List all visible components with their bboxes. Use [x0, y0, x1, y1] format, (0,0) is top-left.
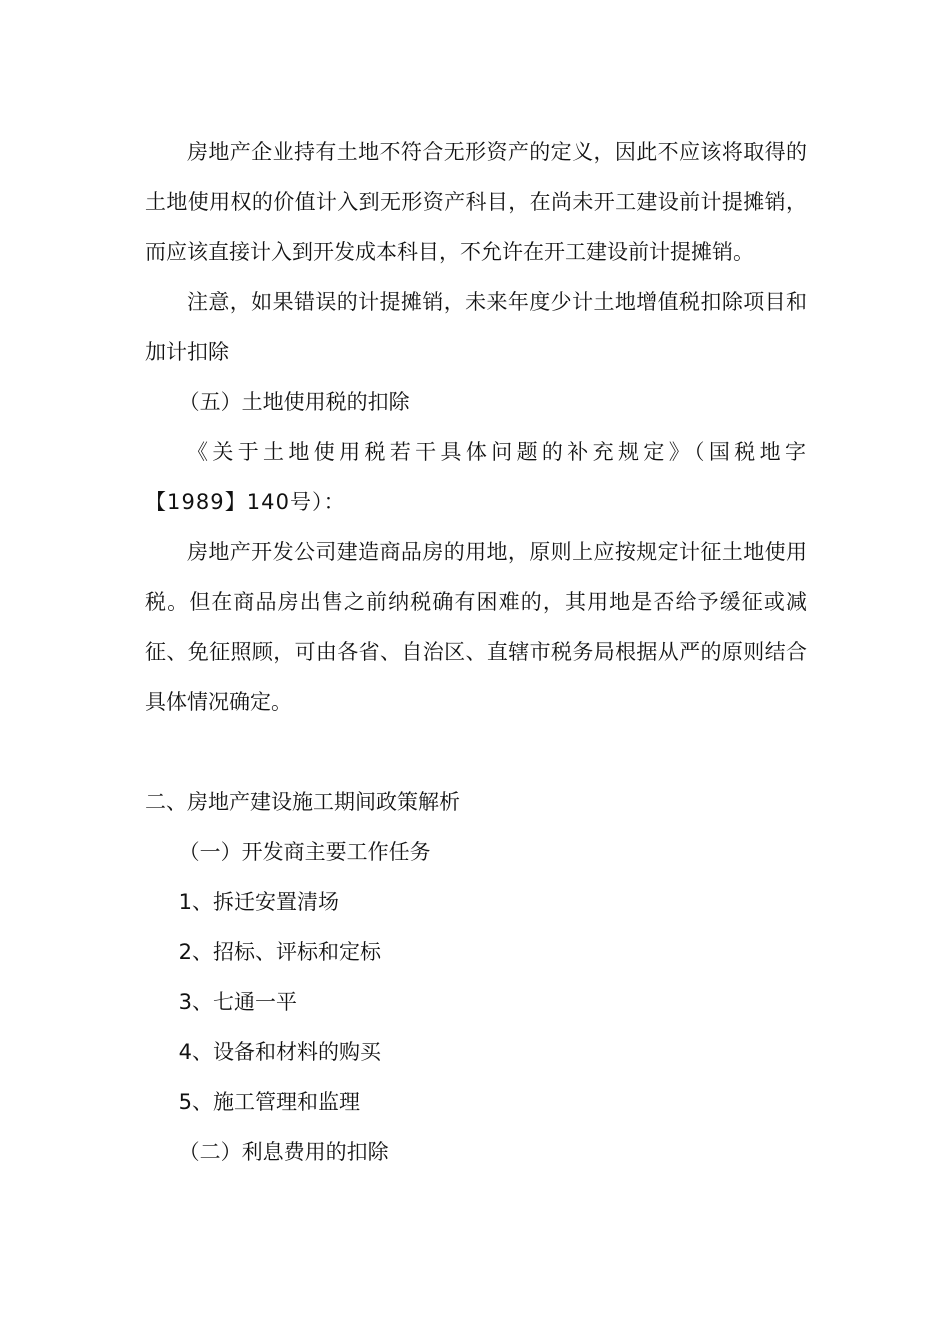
list-item: 3、七通一平 — [178, 990, 297, 1014]
list-item: 4、设备和材料的购买 — [178, 1040, 381, 1064]
list-item: 1、拆迁安置清场 — [178, 890, 339, 914]
section-gap — [145, 727, 807, 777]
section-heading-construction: 二、房地产建设施工期间政策解析 — [145, 790, 460, 814]
subheading-land-use-tax: （五）土地使用税的扣除 — [178, 390, 410, 414]
paragraph-developer-land-use-tax: 房地产开发公司建造商品房的用地，原则上应按规定计征土地使用税。但在商品房出售之前纳税确有困难的，其用地是否给予缓征或减征、免征照顾，可由各省、自治区、直辖市税务局根据从严的原则结合具体情况确定。 — [145, 540, 807, 714]
subheading-developer-tasks: （一）开发商主要工作任务 — [178, 840, 431, 864]
paragraph-note-amortization: 注意，如果错误的计提摊销，未来年度少计土地增值税扣除项目和加计扣除 — [145, 290, 807, 364]
list-item: 2、招标、评标和定标 — [178, 940, 381, 964]
document-body — [145, 127, 807, 1177]
paragraph-regulation-title: 《关于土地使用税若干具体问题的补充规定》（国税地字【1989】140号）： — [145, 440, 807, 514]
subheading-interest-deduction: （二）利息费用的扣除 — [178, 1140, 389, 1164]
list-item: 5、施工管理和监理 — [178, 1090, 360, 1114]
paragraph-land-intangible: 房地产企业持有土地不符合无形资产的定义，因此不应该将取得的土地使用权的价值计入到无形资产科目，在尚未开工建设前计提摊销，而应该直接计入到开发成本科目，不允许在开工建设前计提摊销。 — [145, 140, 807, 264]
